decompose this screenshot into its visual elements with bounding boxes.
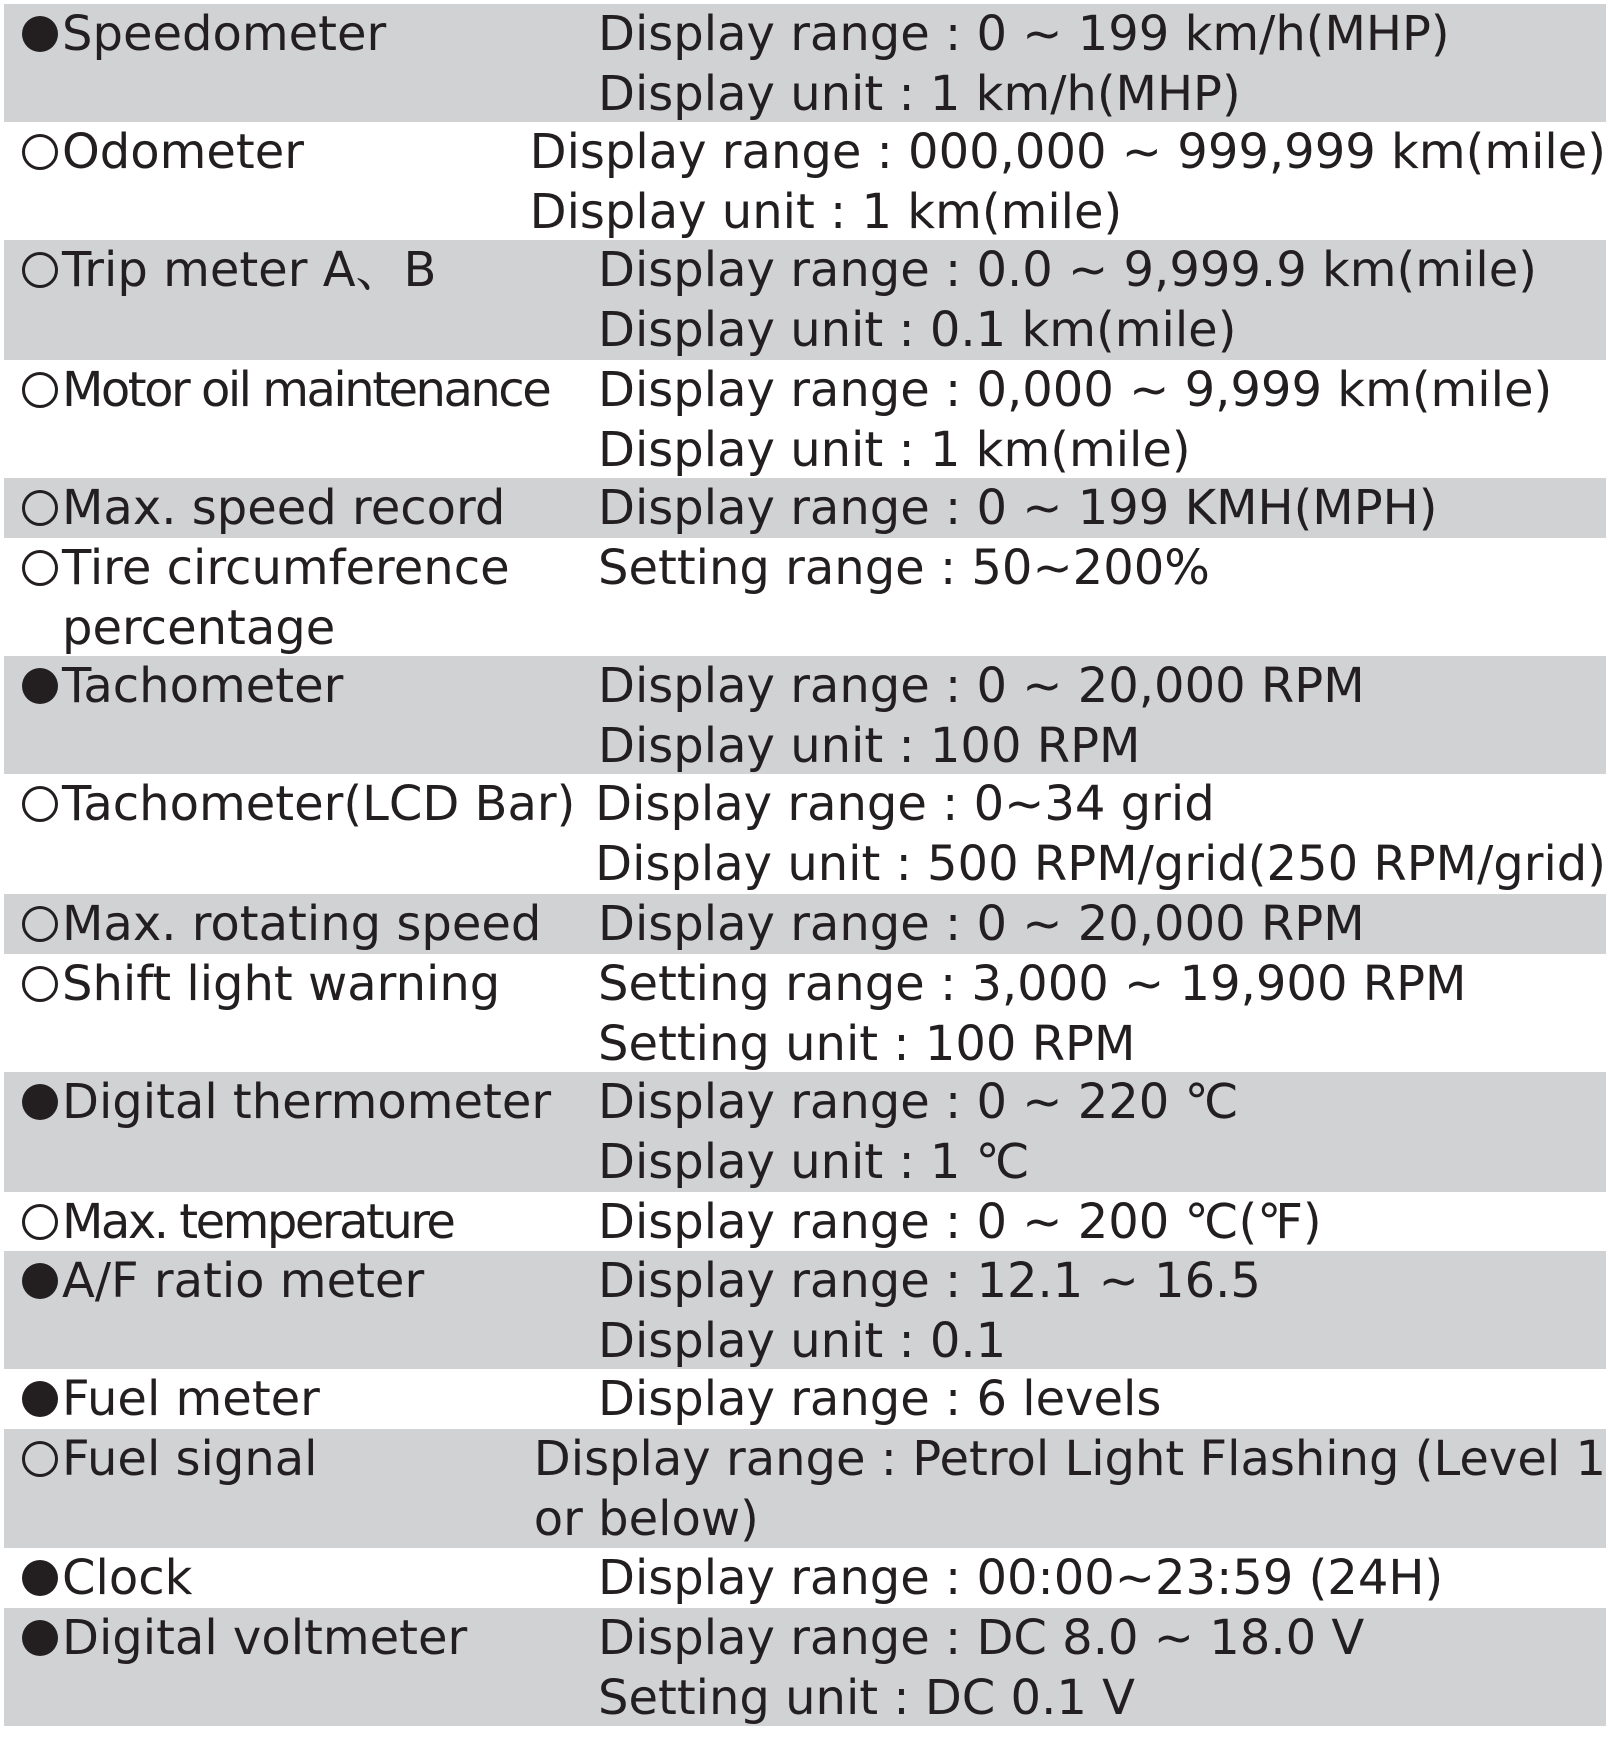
feature-cell [4, 538, 598, 656]
spec-row-trip-meter [4, 240, 1606, 360]
spec-line: Display range : 0 ~ 199 KMH(MPH) [598, 480, 1438, 536]
spec-details [598, 478, 1606, 538]
spec-row-clock [4, 1548, 1606, 1608]
spec-details [598, 1369, 1606, 1429]
spec-details [598, 1072, 1606, 1192]
spec-line: Display range : 0 ~ 199 km/h(MHP) [598, 6, 1450, 62]
feature-name: A/F ratio meter [62, 1253, 425, 1309]
spec-line: Display range : 0 ~ 20,000 RPM [598, 896, 1365, 952]
spec-details [598, 894, 1606, 954]
spec-details [598, 538, 1606, 656]
spec-row-tachometer [4, 656, 1606, 774]
spec-row-digital-thermometer [4, 1072, 1606, 1192]
spec-line: Display range : DC 8.0 ~ 18.0 V [598, 1610, 1365, 1666]
spec-row-tire-circumference [4, 538, 1606, 656]
feature-cell [4, 240, 598, 360]
outline-circle-icon [22, 490, 58, 526]
spec-row-max-temperature [4, 1192, 1606, 1251]
filled-circle-icon [22, 668, 58, 704]
feature-name: Clock [62, 1550, 193, 1606]
spec-line: Display range : 0 ~ 220 ℃ [598, 1074, 1239, 1130]
feature-cell [4, 656, 598, 774]
feature-name [62, 538, 510, 656]
feature-name: Trip meter A、B [62, 242, 437, 298]
filled-circle-icon [22, 1084, 58, 1120]
outline-circle-icon [22, 1204, 58, 1240]
feature-name: Odometer [62, 124, 304, 180]
feature-cell [4, 1072, 598, 1192]
feature-cell [4, 1251, 598, 1369]
feature-cell [4, 1548, 598, 1608]
feature-name: Fuel meter [62, 1371, 320, 1427]
spec-line: Setting range : 3,000 ~ 19,900 RPM [598, 956, 1467, 1012]
feature-name: Shift light warning [62, 956, 501, 1012]
spec-line: Display unit : 500 RPM/grid(250 RPM/grid) [595, 836, 1606, 892]
spec-line: Setting range : 50~200% [598, 540, 1210, 596]
feature-name: Digital voltmeter [62, 1610, 468, 1666]
spec-line: Display range : 0 ~ 200 ℃(℉) [598, 1194, 1322, 1250]
spec-details [598, 1548, 1606, 1608]
spec-line: Display range : 00:00~23:59 (24H) [598, 1550, 1444, 1606]
feature-cell [4, 894, 598, 954]
outline-circle-icon [22, 786, 58, 822]
spec-line: Setting unit : 100 RPM [598, 1016, 1136, 1072]
spec-line: Display range : 12.1 ~ 16.5 [598, 1253, 1261, 1309]
spec-details [534, 1429, 1606, 1548]
filled-circle-icon [22, 1381, 58, 1417]
spec-line: Setting unit : DC 0.1 V [598, 1670, 1135, 1726]
outline-circle-icon [22, 550, 58, 586]
spec-row-odometer [4, 122, 1606, 240]
spec-line: Display unit : 1 ℃ [598, 1134, 1030, 1190]
spec-details [598, 656, 1606, 774]
spec-details [598, 1608, 1606, 1726]
outline-circle-icon [22, 906, 58, 942]
spec-line: Display unit : 1 km/h(MHP) [598, 66, 1241, 122]
spec-row-max-rotating-speed [4, 894, 1606, 954]
spec-line: Display range : 0.0 ~ 9,999.9 km(mile) [598, 242, 1537, 298]
spec-row-af-ratio [4, 1251, 1606, 1369]
feature-cell [4, 478, 598, 538]
feature-cell [4, 4, 598, 122]
spec-line: or below) [533, 1491, 759, 1547]
spec-row-fuel-signal [4, 1429, 1606, 1548]
spec-table [4, 4, 1606, 1726]
spec-line: Display range : Petrol Light Flashing (Level 1 [533, 1431, 1606, 1487]
feature-cell [4, 1429, 534, 1548]
filled-circle-icon [22, 1560, 58, 1596]
spec-line: Display range : 6 levels [598, 1371, 1162, 1427]
feature-name: Fuel signal [62, 1431, 318, 1487]
outline-circle-icon [22, 372, 58, 408]
feature-name-line: percentage [62, 600, 336, 656]
spec-details [598, 240, 1606, 360]
spec-row-fuel-meter [4, 1369, 1606, 1429]
spec-line: Display unit : 1 km(mile) [598, 422, 1191, 478]
outline-circle-icon [22, 1441, 58, 1477]
feature-cell [4, 360, 598, 478]
feature-name: Max. temperature [62, 1194, 454, 1250]
feature-name: Motor oil maintenance [62, 362, 550, 418]
feature-cell [4, 954, 598, 1072]
spec-row-shift-light [4, 954, 1606, 1072]
feature-cell [4, 774, 595, 894]
spec-details [598, 1192, 1606, 1251]
spec-line: Display unit : 0.1 [598, 1313, 1007, 1369]
spec-line: Display range : 0 ~ 20,000 RPM [598, 658, 1365, 714]
feature-cell [4, 1608, 598, 1726]
feature-name: Max. speed record [62, 480, 506, 536]
spec-line: Display range : 0~34 grid [595, 776, 1215, 832]
spec-row-max-speed [4, 478, 1606, 538]
spec-details [530, 122, 1606, 240]
spec-details [598, 1251, 1606, 1369]
spec-line: Display range : 0,000 ~ 9,999 km(mile) [598, 362, 1553, 418]
spec-row-tachometer-lcd-bar [4, 774, 1606, 894]
spec-row-digital-voltmeter [4, 1608, 1606, 1726]
feature-cell [4, 1192, 598, 1251]
spec-line: Display unit : 100 RPM [598, 718, 1141, 774]
spec-line: Display unit : 0.1 km(mile) [598, 302, 1237, 358]
filled-circle-icon [22, 1620, 58, 1656]
filled-circle-icon [22, 1263, 58, 1299]
feature-name: Tachometer [62, 658, 344, 714]
feature-name: Digital thermometer [62, 1074, 552, 1130]
spec-row-motor-oil [4, 360, 1606, 478]
spec-details [598, 954, 1606, 1072]
feature-cell [4, 1369, 598, 1429]
filled-circle-icon [22, 16, 58, 52]
feature-name: Max. rotating speed [62, 896, 542, 952]
feature-name-line: Tire circumference [62, 540, 510, 596]
feature-cell [4, 122, 530, 240]
outline-circle-icon [22, 252, 58, 288]
feature-name: Tachometer(LCD Bar) [62, 776, 576, 832]
feature-name: Speedometer [62, 6, 387, 62]
spec-details [598, 4, 1606, 122]
outline-circle-icon [22, 966, 58, 1002]
spec-details [598, 360, 1606, 478]
spec-details [595, 774, 1606, 894]
spec-line: Display unit : 1 km(mile) [529, 184, 1123, 240]
spec-row-speedometer [4, 4, 1606, 122]
spec-line: Display range : 000,000 ~ 999,999 km(mile) [529, 124, 1606, 180]
outline-circle-icon [22, 134, 58, 170]
